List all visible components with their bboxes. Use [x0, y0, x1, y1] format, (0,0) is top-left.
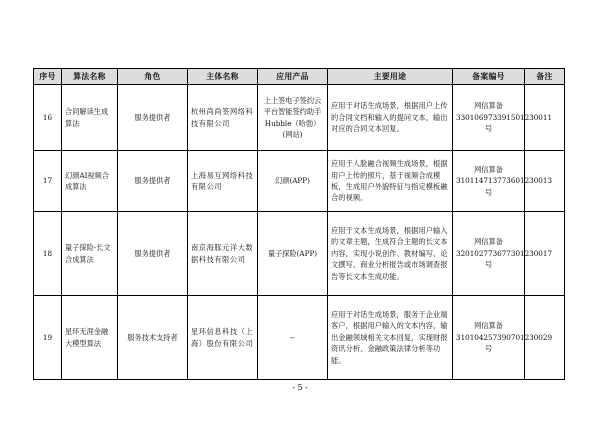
table-row — [34, 212, 565, 296]
row-product: 幻颜(APP) — [258, 151, 328, 212]
row-product: 上上签电子签约云平台智能签约助手Hubble（哈勃）(网站) — [258, 85, 328, 151]
row-entity-name: 星环信息科技（上海）股份有限公司 — [188, 296, 258, 380]
row-no: 18 — [34, 212, 62, 296]
row-no: 19 — [34, 296, 62, 380]
row-no: 16 — [34, 85, 62, 151]
row-no: 17 — [34, 151, 62, 212]
row-filing-number: 网信算备310114713773601230013号 — [453, 151, 525, 212]
row-entity-name: 杭州尚尚签网络科技有限公司 — [188, 85, 258, 151]
row-purpose: 应用于对话生成场景，根据用户上传的合同文档和输入的提问文本，输出对应的合同文本回复。 — [328, 85, 453, 151]
header-purpose: 主要用途 — [328, 69, 453, 85]
header-role: 角色 — [118, 69, 188, 85]
header-product: 应用产品 — [258, 69, 328, 85]
row-filing-number: 网信算备310104257390701230029号 — [453, 296, 525, 380]
row-product: 量子探险(APP) — [258, 212, 328, 296]
row-algorithm-name: 星环无涯金融大模型算法 — [62, 296, 118, 380]
header-note: 备注 — [525, 69, 565, 85]
header-filing-number: 备案编号 — [453, 69, 525, 85]
table-header-row — [34, 69, 565, 85]
header-entity-name: 主体名称 — [188, 69, 258, 85]
row-purpose: 应用于对话生成场景，服务于企业端客户，根据用户输入的文本内容，输出金融领域相关文本回复，实现财报资讯分析、金融政策法律分析等功能。 — [328, 296, 453, 380]
row-purpose: 应用于人脸融合视频生成场景，根据用户上传的照片，基于视频合成模板，生成用户外貌特征与指定模板融合的视频。 — [328, 151, 453, 212]
page-number: - 5 - — [292, 383, 308, 392]
row-entity-name: 南京海豚元洋大数据科技有限公司 — [188, 212, 258, 296]
algorithm-filing-table — [33, 68, 565, 380]
row-role: 服务技术支持者 — [118, 296, 188, 380]
row-role: 服务提供者 — [118, 212, 188, 296]
row-entity-name: 上海易互网络科技有限公司 — [188, 151, 258, 212]
row-filing-number: 网信算备330106973391501230011号 — [453, 85, 525, 151]
header-no: 序号 — [34, 69, 62, 85]
table-row — [34, 296, 565, 380]
table-row — [34, 151, 565, 212]
row-filing-number: 网信算备320102773677301230017号 — [453, 212, 525, 296]
row-algorithm-name: 量子探险-长文合成算法 — [62, 212, 118, 296]
row-algorithm-name: 幻颜AI视频合成算法 — [62, 151, 118, 212]
row-algorithm-name: 合同解读生成算法 — [62, 85, 118, 151]
row-role: 服务提供者 — [118, 85, 188, 151]
header-algorithm-name: 算法名称 — [62, 69, 118, 85]
row-product: -- — [258, 296, 328, 380]
row-purpose: 应用于文本生成场景，根据用户输入的文章主题，生成符合主题的长文本内容，实现小说创作、教材编写、论文撰写、商业分析报告或市场调查报告等长文本生成功能。 — [328, 212, 453, 296]
row-role: 服务提供者 — [118, 151, 188, 212]
table-row — [34, 85, 565, 151]
